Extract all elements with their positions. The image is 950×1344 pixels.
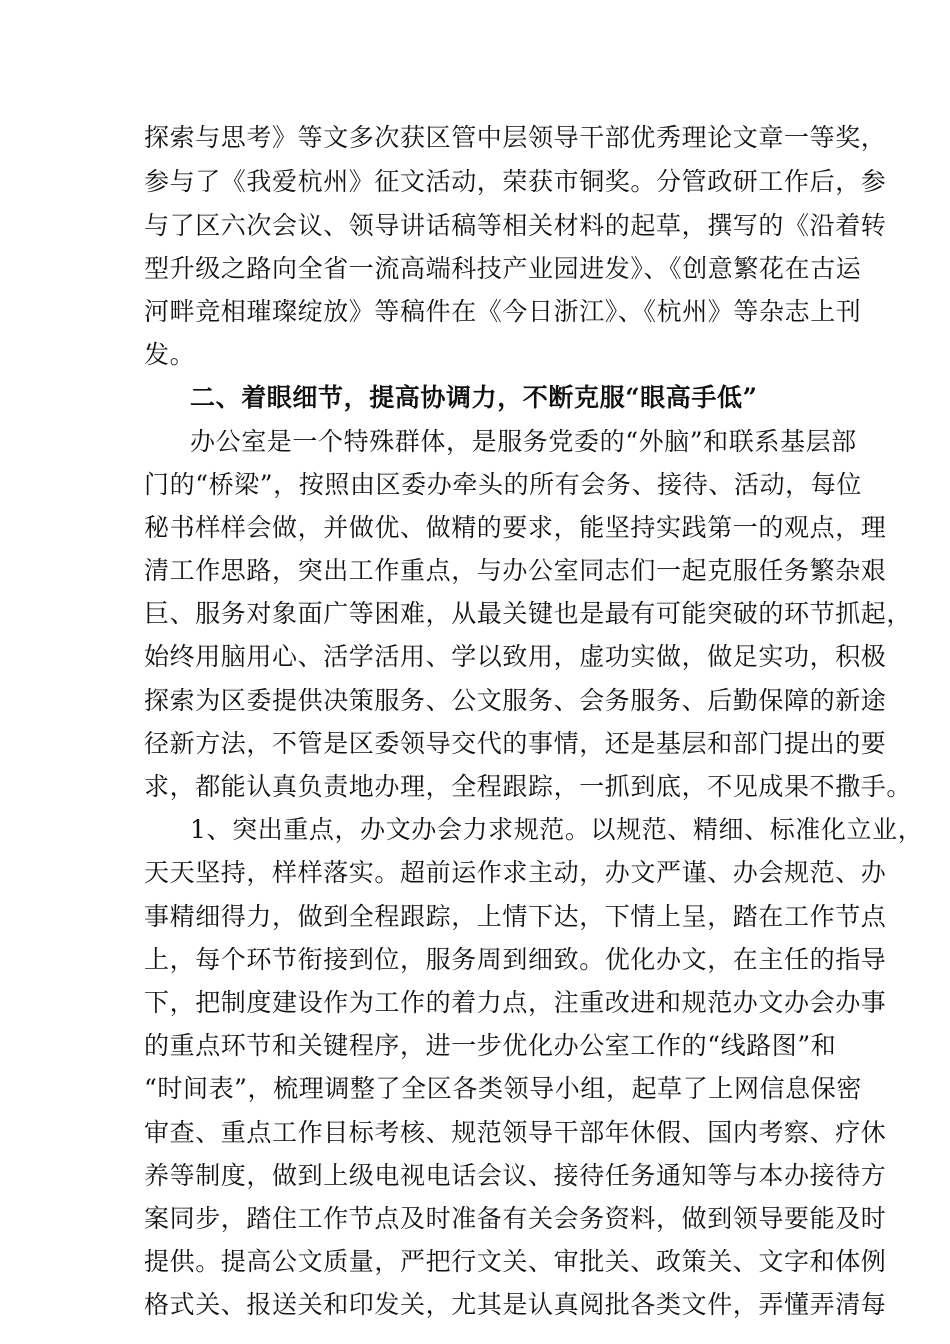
text-line: 探索与思考》等文多次获区管中层领导干部优秀理论文章一等奖， [144,123,887,152]
text-line: 案同步，踏住工作节点及时准备有关会务资料，做到领导要能及时 [144,1204,887,1233]
text-line: 发。 [144,340,196,369]
text-line: 1、突出重点，办文办会力求规范。以规范、精细、标准化立业， [190,815,924,844]
text-line: 事精细得力，做到全程跟踪，上情下达，下情上呈，踏在工作节点 [144,902,887,931]
text-line: 巨、服务对象面广等困难，从最关键也是最有可能突破的环节抓起， [144,599,913,628]
text-line: 下，把制度建设作为工作的着力点，注重改进和规范办文办会办事 [144,988,887,1017]
text-line: 求，都能认真负责地办理，全程跟踪，一抓到底，不见成果不撒手。 [144,772,913,801]
text-line: 天天坚持，样样落实。超前运作求主动，办文严谨、办会规范、办 [144,858,887,887]
text-line: 审查、重点工作目标考核、规范领导干部年休假、国内考察、疗休 [144,1118,887,1147]
text-line: 上，每个环节衔接到位，服务周到细致。优化办文，在主任的指导 [144,945,887,974]
text-line: 办公室是一个特殊群体，是服务党委的“外脑”和联系基层部 [190,427,857,456]
text-line: 的重点环节和关键程序，进一步优化办公室工作的“线路图”和 [144,1031,837,1060]
text-line: 秘书样样会做，并做优、做精的要求，能坚持实践第一的观点，理 [144,513,887,542]
text-line: 径新方法，不管是区委领导交代的事情，还是基层和部门提出的要 [144,729,887,758]
text-line: 养等制度，做到上级电视电话会议、接待任务通知等与本办接待方 [144,1161,887,1190]
text-line: 河畔竞相璀璨绽放》等稿件在《今日浙江》、《杭州》等杂志上刊 [144,297,862,326]
section-heading: 二、着眼细节，提高协调力，不断克服“眼高手低” [190,383,758,412]
text-line: 格式关、报送关和印发关，尤其是认真阅批各类文件，弄懂弄清每 [144,1290,887,1319]
text-line: 型升级之路向全省一流高端科技产业园进发》、《创意繁花在古运 [144,254,862,283]
text-line: 门的“桥梁”，按照由区委办牵头的所有会务、接待、活动，每位 [144,470,862,499]
text-line: 探索为区委提供决策服务、公文服务、会务服务、后勤保障的新途 [144,686,887,715]
text-line: 参与了《我爱杭州》征文活动，荣获市铜奖。分管政研工作后，参 [144,167,887,196]
text-line: 提供。提高公文质量，严把行文关、审批关、政策关、文字和体例 [144,1247,887,1276]
text-line: “时间表”，梳理调整了全区各类领导小组，起草了上网信息保密 [144,1074,862,1103]
text-line: 与了区六次会议、领导讲话稿等相关材料的起草，撰写的《沿着转 [144,211,887,240]
text-line: 始终用脑用心、活学活用、学以致用，虚功实做，做足实功，积极 [144,642,887,671]
text-line: 清工作思路，突出工作重点，与办公室同志们一起克服任务繁杂艰 [144,556,887,585]
